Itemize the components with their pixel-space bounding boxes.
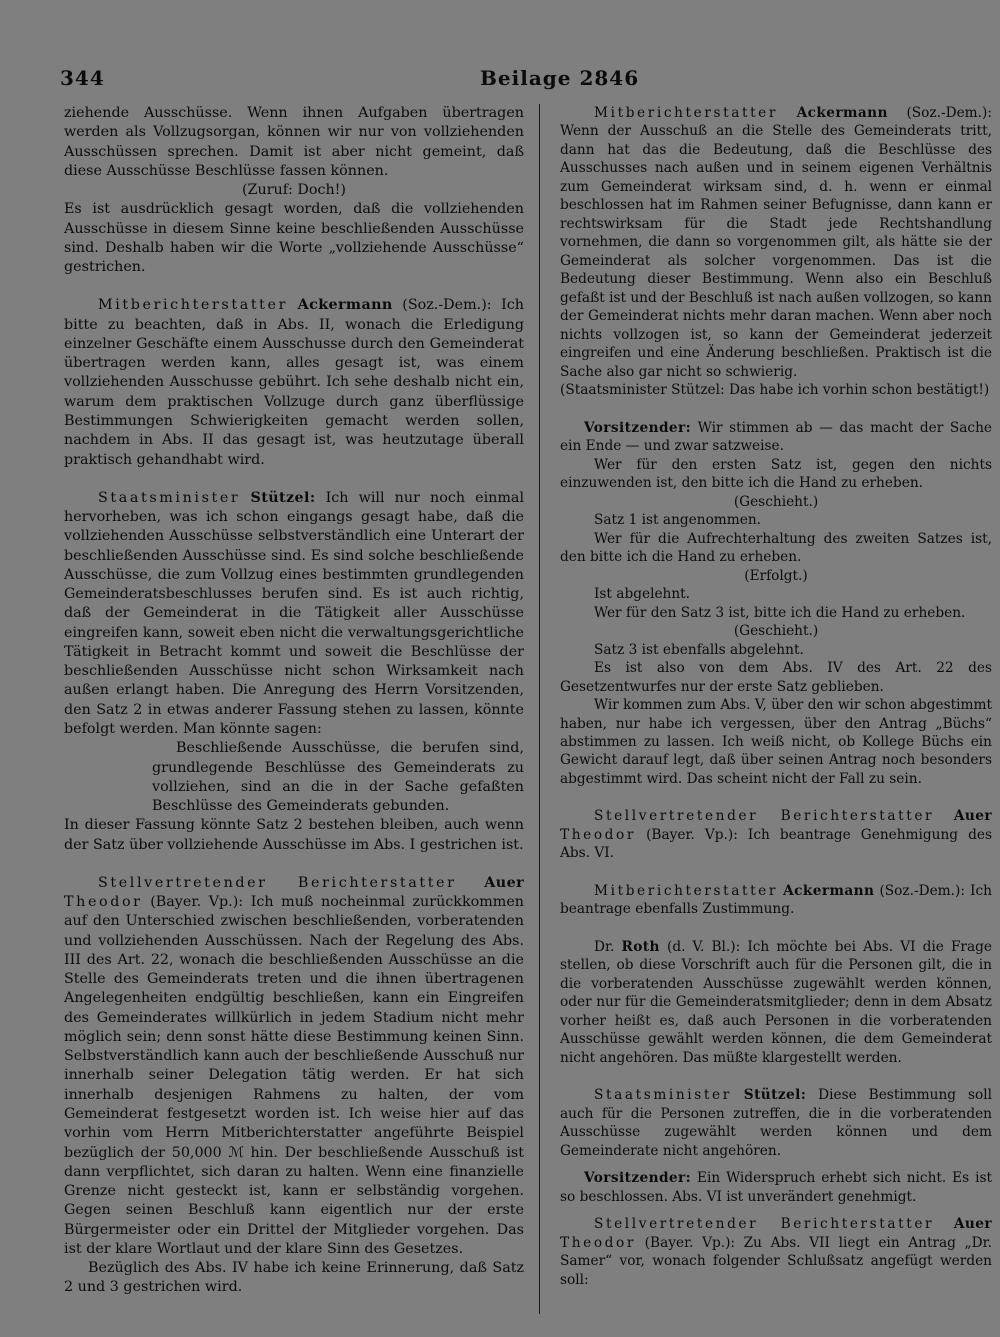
interjection: (Zuruf: Doch!) [241,182,347,199]
speaker-name: Stützel: [743,1087,807,1104]
speech-stuetzel [560,1086,992,1160]
left-column [64,104,524,1298]
speaker-title: Dr. [594,938,615,955]
paragraph: Es ist also von dem Abs. IV des Art. 22 des Gesetzentwurfes nur der erste Satz geblieben. [560,660,992,695]
speech-text: Ein Widerspruch erhebt sich nicht. Es ist so beschlossen. Abs. VI ist unverändert genehmigt. [560,1170,992,1205]
chair-remark [560,1169,992,1206]
speaker-name: Ackermann [783,882,875,899]
speech-auer [560,807,992,862]
speaker-party: (d. V. Bl.): [666,938,741,955]
speaker-party: (Bayer. Vp.): [150,894,244,911]
speech-text: Wir stimmen ab — das macht der Sache ein Ende — und zwar satzweise. [560,419,992,455]
speech-text: Ich beantrage Genehmigung des Abs. VI. [560,826,992,862]
speech-text: Ich bitte zu beachten, daß in Abs. II, wonach die Erledigung einzelner Geschäfte einem Ausschusse durch den Gemeinderat übertragen werden kann, alles gesagt ist, was einem vollziehenden Ausschusse gebührt. Ich sehe deshalb nicht ein, warum dem praktischen Vollzuge durch ganz überflüssige Bestimmungen Schwierigkeiten gemacht werden sollen, nachdem in Abs. II das gesagt ist, was heutzutage überall praktisch gehandhabt wird. [64,297,525,468]
speech-text: Ich beantrage ebenfalls Zustimmung. [560,882,992,918]
speech-text: Zu Abs. VII liegt ein Antrag „Dr. Samer“ vor, wonach folgender Schlußsatz angefügt werden soll: [560,1234,992,1288]
paragraph: Satz 3 ist ebenfalls abgelehnt. [594,641,804,658]
paragraph: Wer für die Aufrechterhaltung des zweiten Satzes ist, den bitte ich die Hand zu erheben. [560,530,992,566]
paragraph: Ist abgelehnt. [594,586,691,603]
speaker-party: (Bayer. Vp.): [644,1234,736,1251]
speech-stuetzel [64,489,524,739]
speaker-party: (Soz.-Dem.): [906,105,992,121]
column-divider [539,104,540,1314]
speech-roth [560,938,992,1067]
speaker-name: Auer [953,1216,992,1233]
speaker-role: Stellvertretender Berichterstatter [98,874,457,891]
speaker-party: (Soz.-Dem.): [402,297,492,314]
speaker-party: (Bayer. Vp.): [646,826,738,843]
speech-text: Ich möchte bei Abs. VI die Frage stellen, ob diese Vorschrift auch für die Personen gilt, die in die vorberatenden Ausschüsse zugewählt werden können, oder nur für die Gemeinderatsmitglieder; denn in dem Absatz vorher heißt es, daß auch Personen in die vorberatenden Ausschüsse gewählt werden können, die dem Gemeinderat nicht angehören. Das müßte klargestellt werden. [560,938,993,1066]
speaker-name: Vorsitzender: [584,1170,692,1187]
page-number: 344 [60,66,105,90]
speech-text: Diese Bestimmung soll auch für die Personen zutreffen, die in die vorberatenden Ausschüsse zugewählt werden können und dem Gemeinderate nicht angehören. [560,1087,992,1159]
speaker-name-2: Theodor [560,1234,637,1251]
interjection: (Geschieht.) [733,493,819,510]
paragraph: Wer für den ersten Satz ist, gegen den nichts einzuwenden ist, den bitte ich die Hand zu erheben. [560,456,992,492]
paragraph: ziehende Ausschüsse. Wenn ihnen Aufgaben übertragen werden als Vollzugsorgan, können wir nur von vollziehenden Ausschüssen sprechen. Damit ist aber nicht gemeint, daß diese Ausschüsse Beschlüsse fassen können. [64,105,524,179]
speaker-party: (Soz.-Dem.): [879,882,965,899]
paragraph: Wir kommen zum Abs. V, über den wir schon abgestimmt haben, nur habe ich vergessen, über den Antrag „Büchs“ abstimmen zu lassen. Ich weiß nicht, ob Kollege Büchs ein Gewicht darauf legt, daß über seinen Antrag noch besonders abgestimmt wird. Das scheint nicht der Fall zu sein. [560,697,992,787]
speaker-role: Mitberichterstatter [594,882,779,899]
speaker-name: Roth [621,938,660,955]
speaker-name: Ackermann [297,297,393,314]
speech-text: Wenn der Ausschuß an die Stelle des Gemeinderats tritt, dann hat das die Bedeutung, daß die Beschlüsse des Ausschusses nach außen und in seinem eigenen Verhältnis zum Gemeinderat wirksam sind, d. h. wenn er einmal beschlossen hat im Rahmen seiner Befugnisse, dann kann er rechtswirksam für die Stadt jede Rechtshandlung vornehmen, die dann so vorgenommen gilt, als hätte sie der Gemeinderat als solcher vorgenommen. Das ist die Bedeutung dieser Bestimmung. Wenn also ein Beschluß gefaßt ist und der Beschluß ist nach außen vollzogen, so kann der Gemeinderat nichts mehr daran machen. Wenn aber noch nichts vollzogen ist, so kann der Gemeinderat jederzeit eingreifen und eine Änderung beschließen. Praktisch ist die Sache also gar nicht so schwierig. [560,123,992,380]
chair-remark [560,419,992,456]
paragraph: Satz 1 ist angenommen. [594,512,762,529]
speaker-name: Stützel: [250,489,316,506]
speaker-role: Stellvertretender Berichterstatter [594,1216,935,1233]
interjection: (Staatsminister Stützel: Das habe ich vorhin schon bestätigt!) [560,382,990,399]
speech-auer [64,874,524,1259]
speaker-name-2: Theodor [64,894,143,911]
speech-auer [560,1215,992,1289]
paragraph: Bezüglich des Abs. IV habe ich keine Erinnerung, daß Satz 2 und 3 gestrichen wird. [64,1260,524,1296]
running-title: Beilage 2846 [480,66,640,90]
speech-ackermann [64,296,524,469]
paragraph: Es ist ausdrücklich gesagt worden, daß die vollziehenden Ausschüsse in diesem Sinne keine beschließenden Ausschüsse sind. Deshalb haben wir die Worte „vollziehende Ausschüsse“ gestrichen. [64,201,524,276]
speaker-role: Staatsminister [98,489,241,506]
speech-ackermann [560,104,992,381]
interjection: (Erfolgt.) [744,567,808,584]
quoted-wording: Beschließende Ausschüsse, die berufen sind, grundlegende Beschlüsse des Gemeinderats zu vollziehen, sind an die in der Sache gefaßten Beschlüsse des Gemeinderats gebunden. [152,740,524,815]
page-header [60,66,940,96]
speaker-role: Mitberichterstatter [98,297,289,314]
interjection: (Geschieht.) [733,623,819,640]
paragraph: Wer für den Satz 3 ist, bitte ich die Hand zu erheben. [594,604,966,621]
right-column [560,104,992,1289]
speaker-role: Staatsminister [594,1087,732,1104]
speaker-role: Stellvertretender Berichterstatter [594,808,935,825]
speaker-name: Auer [953,808,992,825]
speech-ackermann [560,882,992,919]
speaker-role: Mitberichterstatter [594,105,779,121]
speaker-name: Vorsitzender: [584,419,692,436]
speech-text: Ich will nur noch einmal hervorheben, was ich schon eingangs gesagt habe, daß die vollziehenden Ausschüsse selbstverständlich eine Unterart der beschließenden Ausschüsse sind. Es sind solche beschließende Ausschüsse, die zum Vollzug eines bestimmten grundlegenden Gemeinderatsbeschlusses berufen sind. Es ist auch richtig, daß der Gemeinderat in die Tätigkeit aller Ausschüsse eingreifen kann, soweit eben nicht die verwaltungsgerichtliche Tätigkeit in Betracht kommt und soweit die Beschlüsse der beschließenden Ausschüsse nicht schon Wirksamkeit nach außen erlangt haben. Die Anregung des Herrn Vorsitzenden, den Satz 2 in etwas anderer Fassung stehen zu lassen, könnte befolgt werden. Man könnte sagen: [64,489,525,737]
speaker-name: Auer [484,874,524,891]
speaker-name-2: Theodor [560,826,637,843]
speaker-name: Ackermann [796,105,888,121]
speech-text: Ich muß nocheinmal zurückkommen auf den Unterschied zwischen beschließenden, vorberatenden und vollziehenden Ausschüssen. Nach der Regelung des Abs. III des Art. 22, wonach die beschließenden Ausschüsse an die Stelle des Gemeinderats treten und die ihnen übertragenen Angelegenheiten endgültig beschließen, kann ein Eingreifen des Gemeinderates willkürlich in jedem Stadium nicht mehr möglich sein; denn sonst hätte diese Bestimmung keinen Sinn. Selbstverständlich kann auch der beschließende Ausschuß nur innerhalb seiner Delegation tätig werden. Er hat sich innerhalb desjenigen Rahmens zu halten, der vom Gemeinderat festgesetzt worden ist. Ich weise hier auf das vorhin vom Herrn Mitberichterstatter angeführte Beispiel bezüglich der 50,000 ℳ hin. Der beschließende Ausschuß ist dann verpflichtet, sich daran zu halten. Wenn eine finanzielle Grenze nicht gesteckt ist, kann er selbständig vorgehen. Gegen seinen Beschluß kann eigentlich nur der erste Bürgermeister oder ein Drittel der Mitglieder vorgehen. Das ist der klare Wortlaut und der klare Sinn des Gesetzes. [64,894,525,1257]
paragraph: In dieser Fassung könnte Satz 2 bestehen bleiben, auch wenn der Satz über vollziehende Ausschüsse im Abs. I gestrichen ist. [64,817,524,853]
